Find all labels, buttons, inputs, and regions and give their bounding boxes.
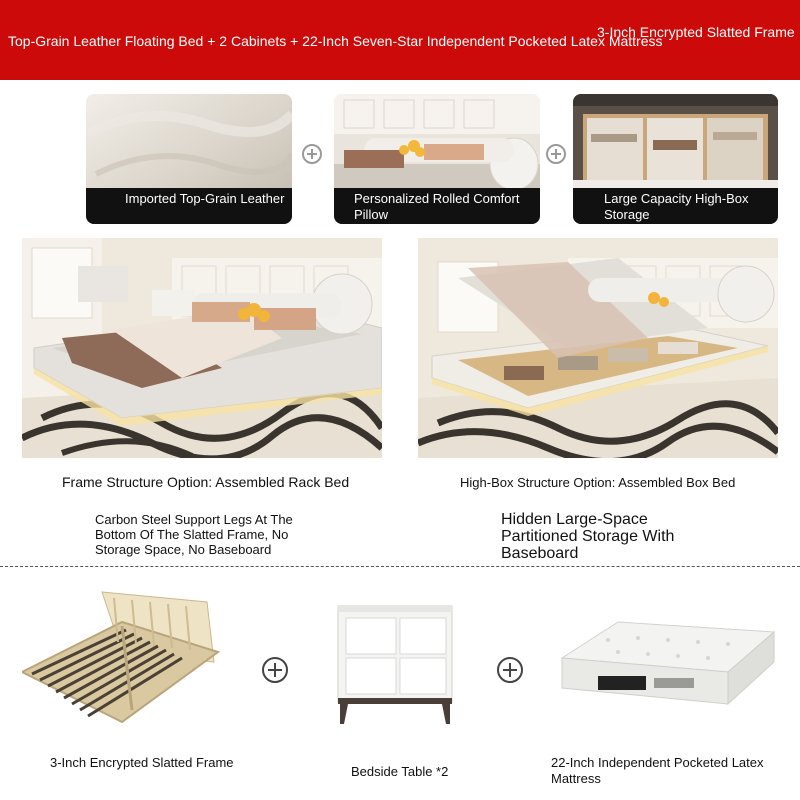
- rack-bed-scene-image: [22, 238, 382, 458]
- box-bed-scene-image: [418, 238, 778, 458]
- slatted-frame-label: 3-Inch Encrypted Slatted Frame: [50, 755, 234, 770]
- feature-pillow[interactable]: [334, 94, 540, 224]
- plus-icon: [497, 657, 523, 683]
- feature-label-storage: Large Capacity High-Box Storage: [604, 191, 749, 222]
- mattress-image: [558, 618, 776, 710]
- banner-title: Top-Grain Leather Floating Bed + 2 Cabinets + 22-Inch Seven-Star Independent Pocketed Latex Mattress: [8, 33, 663, 49]
- feature-storage[interactable]: [573, 94, 778, 224]
- box-bed-option-description: Hidden Large-Space Partitioned Storage With Baseboard: [501, 511, 675, 562]
- rack-bed-option-description: Carbon Steel Support Legs At The Bottom Of The Slatted Frame, No Storage Space, No Baseboard: [95, 512, 293, 557]
- rack-bed-option-title: Frame Structure Option: Assembled Rack Bed: [62, 474, 350, 490]
- header-banner: [0, 0, 800, 80]
- feature-caption: [573, 188, 778, 224]
- feature-caption: [86, 188, 292, 224]
- feature-label-pillow: Personalized Rolled Comfort Pillow: [354, 191, 520, 222]
- box-bed-option-title: High-Box Structure Option: Assembled Box Bed: [460, 475, 736, 490]
- plus-icon: [546, 144, 566, 164]
- section-divider: [0, 566, 800, 567]
- feature-label-leather: Imported Top-Grain Leather: [125, 191, 285, 206]
- feature-leather[interactable]: [86, 94, 292, 224]
- bedside-table-image: [330, 600, 462, 726]
- banner-aside-text: 3-Inch Encrypted Slatted Frame: [597, 24, 795, 40]
- slatted-frame-image: [22, 582, 222, 742]
- bedside-table-label: Bedside Table *2: [351, 764, 449, 779]
- mattress-label: 22-Inch Independent Pocketed Latex Mattress: [551, 755, 764, 786]
- plus-icon: [302, 144, 322, 164]
- plus-icon: [262, 657, 288, 683]
- feature-caption: [334, 188, 540, 224]
